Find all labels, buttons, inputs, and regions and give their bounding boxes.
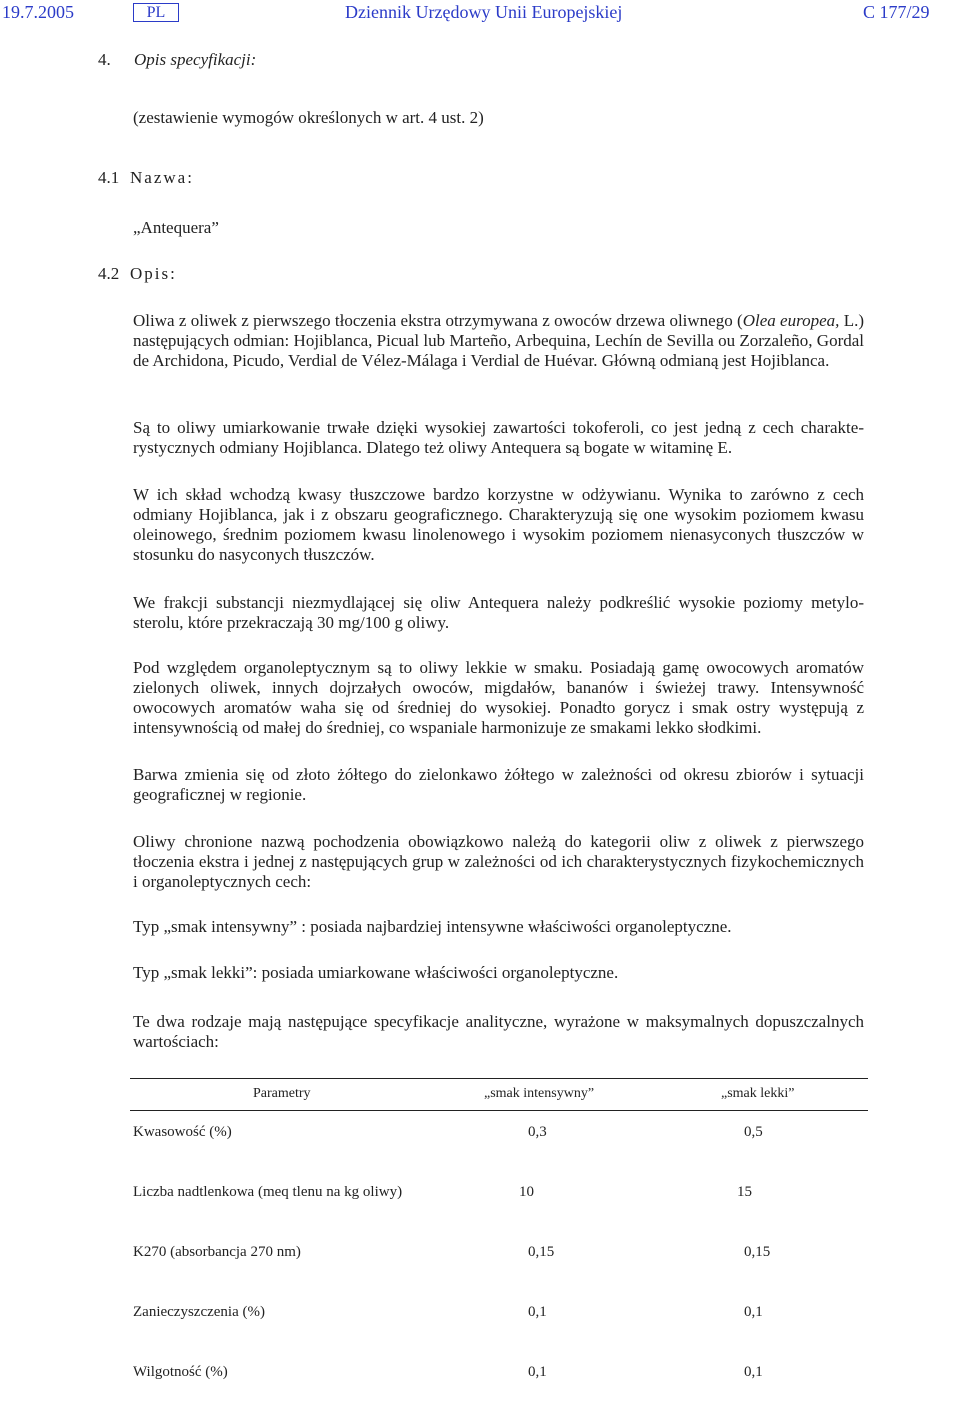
paragraph-fatty-acids-text: W ich skład wchodzą kwasy tłuszczowe bardzo korzystne w odżywianu. Wynika to zarówno z cech odmiany Hojiblanca, jak i z obszaru geograficznego. Charakteryzują się one wysokim poziomem kwasu oleinowego, średnim poziomem kwasu linolenowego i wysokim poziomem nienasyconych tłuszczów w stosunku do nasyconych tłuszczów.	[133, 485, 864, 564]
paragraph-type-light-text: Typ „smak lekki”: posiada umiarkowane właściwości organoleptyczne.	[133, 963, 619, 982]
latin-name: Olea europea,	[742, 311, 840, 330]
table-cell-intense: 10	[519, 1184, 534, 1200]
table-cell-intense: 0,3	[528, 1124, 547, 1140]
paragraph-specifications-text: Te dwa rodzaje mają następujące specyfikacje analityczne, wyrażone w maksymalnych dopuszczalnych wartościach:	[133, 1012, 864, 1051]
paragraph-specifications	[133, 1012, 864, 1052]
table-cell-light: 0,1	[744, 1364, 763, 1380]
table-cell-parameter: Liczba nadtlenkowa (meq tlenu na kg oliwy)	[133, 1184, 403, 1200]
table-cell-light: 0,15	[744, 1244, 771, 1260]
paragraph-varieties-end: L.) następujących odmian: Hojiblanca, Picual lub Marteño, Arbequina, Lechín de Sevilla ou Zorzaleño, Gordal de Archidona, Picudo, Verdial de Vélez-Málaga i Verdial de Huévar. Główną odmianą jest Hojiblanca.	[133, 311, 865, 370]
section-4-number: 4.	[98, 50, 111, 69]
paragraph-type-light	[133, 963, 864, 983]
language-badge: PL	[133, 3, 179, 22]
paragraph-colour-text: Barwa zmienia się od złoto żółtego do zielonkawo żółtego w zależności od okresu zbiorów i sytuacji geograficznej w regionie.	[133, 765, 864, 804]
table-cell-parameter: K270 (absorbancja 270 nm)	[133, 1244, 301, 1260]
paragraph-varieties-start: Oliwa z oliwek z pierwszego tłoczenia ekstra otrzymywana z owoców drzewa oliwnego (	[133, 311, 743, 330]
table-cell-light: 0,5	[744, 1124, 763, 1140]
paragraph-methylsterol	[133, 593, 864, 633]
paragraph-methylsterol-text: We frakcji substancji niezmydlającej się oliw Antequera należy podkreślić wysokie poziomy metylosterolu, które przekraczają 30 mg/100 g oliwy.	[133, 593, 864, 632]
paragraph-type-intense-text: Typ „smak intensywny” : posiada najbardziej intensywne właściwości organoleptyczne.	[133, 917, 732, 936]
table-cell-intense: 0,15	[528, 1244, 555, 1260]
table-cell-parameter: Kwasowość (%)	[133, 1124, 232, 1140]
table-cell-light: 15	[737, 1184, 752, 1200]
section-4-1-title: Nazwa:	[130, 168, 194, 187]
page-reference: C 177/29	[863, 2, 930, 22]
section-4-1-number: 4.1	[98, 168, 120, 187]
paragraph-tocopherols-text: Są to oliwy umiarkowanie trwałe dzięki wysokiej zawartości tokoferoli, co jest jedną z cech charakterystycznych odmiany Hojiblanca. Dlatego też oliwy Antequera są bogate w witaminę E.	[133, 418, 864, 457]
product-name: „Antequera”	[133, 218, 219, 237]
paragraph-organoleptic-text: Pod względem organoleptycznym są to oliwy lekkie w smaku. Posiadają gamę owocowych aromatów zielonych oliwek, innych dojrzałych owoców, migdałów, bananów i świeżej trawy. Intensywność owocowych aromatów waha się od średniej do wysokiej. Ponadto gorycz i smak ostry występują z intensywnością od małej do średniej, co wspaniale harmonizuje ze smakami lekko słodkimi.	[133, 658, 864, 737]
table-header-rule	[130, 1110, 868, 1111]
paragraph-type-intense	[133, 917, 864, 937]
journal-title: Dziennik Urzędowy Unii Europejskiej	[345, 2, 623, 22]
paragraph-fatty-acids	[133, 485, 864, 565]
paragraph-categories	[133, 832, 864, 892]
table-top-rule	[130, 1078, 868, 1079]
paragraph-organoleptic	[133, 658, 864, 738]
section-4-title: Opis specyfikacji:	[134, 50, 257, 69]
section-4-note: (zestawienie wymogów określonych w art. 4 ust. 2)	[133, 108, 484, 127]
section-4-2-title: Opis:	[130, 264, 177, 283]
paragraph-categories-text: Oliwy chronione nazwą pochodzenia obowiązkowo należą do kategorii oliw z oliwek z pierwszego tłoczenia ekstra i jednej z następujących grup w zależności od ich charakterystycznych fizykochemicznych i organoleptycznych cech:	[133, 832, 864, 891]
table-cell-light: 0,1	[744, 1304, 763, 1320]
table-cell-parameter: Wilgotność (%)	[133, 1364, 228, 1380]
paragraph-varieties	[133, 311, 864, 371]
section-4-2-number: 4.2	[98, 264, 120, 283]
paragraph-tocopherols	[133, 418, 864, 458]
table-cell-intense: 0,1	[528, 1364, 547, 1380]
publication-date: 19.7.2005	[2, 2, 74, 22]
table-cell-parameter: Zanieczyszczenia (%)	[133, 1304, 265, 1320]
table-header-intense: „smak intensywny”	[484, 1086, 595, 1101]
paragraph-colour	[133, 765, 864, 805]
table-header-parameters: Parametry	[253, 1086, 311, 1101]
table-header-light: „smak lekki”	[721, 1086, 795, 1101]
table-cell-intense: 0,1	[528, 1304, 547, 1320]
